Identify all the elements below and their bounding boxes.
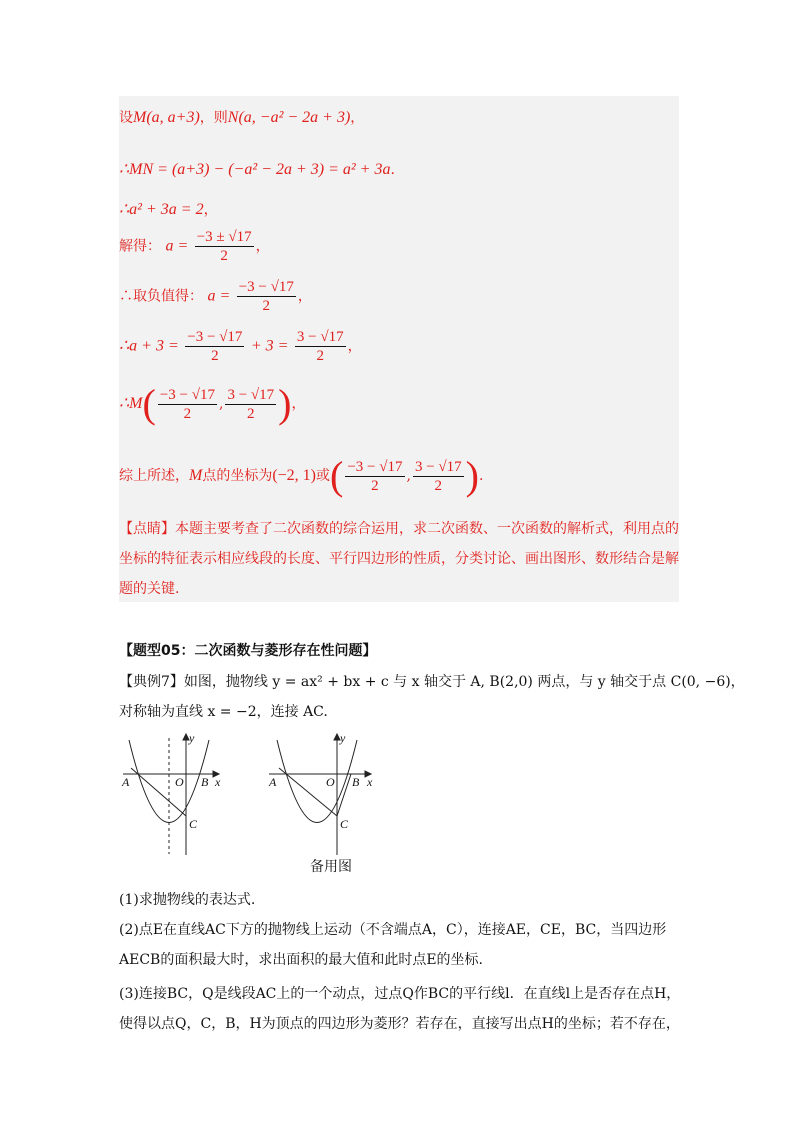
math: M(a, a+3) — [133, 109, 200, 126]
text: 综上所述， — [119, 468, 189, 484]
label-a: A — [122, 775, 130, 789]
math: + 3 = — [250, 337, 289, 355]
numerator: −3 − √17 — [238, 279, 294, 295]
text: ， — [255, 238, 270, 255]
solution-line-5 — [119, 278, 312, 315]
label-y: y — [189, 731, 195, 745]
label-o: O — [326, 775, 335, 789]
text: ，则 — [199, 110, 228, 126]
solution-box — [119, 96, 679, 602]
solution-line-6 — [119, 328, 362, 365]
numerator: 3 − √17 — [296, 329, 344, 345]
fraction — [413, 458, 464, 495]
question-3-line-1: (3)连接BC，Q是线段AC上的一个动点，过点Q作BC的平行线l．在直线l上是否存在点H， — [119, 986, 681, 1002]
math: N(a, −a² − 2a + 3) — [227, 109, 351, 126]
question-2-line-2: AECB的面积最大时，求出面积的最大值和此时点E的坐标. — [119, 952, 483, 968]
fraction — [158, 386, 217, 423]
text: 或 — [316, 468, 331, 484]
figure-main — [123, 734, 219, 855]
label-a: A — [269, 775, 277, 789]
text: . — [390, 162, 395, 178]
denominator: 2 — [211, 348, 219, 364]
text: . — [478, 468, 484, 484]
denominator: 2 — [434, 477, 443, 494]
fraction — [345, 458, 404, 495]
denominator: 2 — [247, 405, 255, 422]
figure-caption: 备用图 — [310, 859, 352, 875]
problem-intro-2: 对称轴为直线 x = −2，连接 AC. — [119, 704, 328, 720]
tip-paragraph: 【点睛】本题主要考查了二次函数的综合运用，求二次函数、一次函数的解析式，利用点的坐标的特征表示相应线段的长度、平行四边形的性质，分类讨论、画出图形、数形结合是解题的关键. — [119, 521, 679, 597]
solution-line-3 — [119, 200, 218, 220]
question-2-line-1: (2)点E在直线AC下方的抛物线上运动（不含端点A，C），连接AE，CE，BC，当四边形 — [119, 922, 667, 938]
fraction — [225, 386, 276, 423]
denominator: 2 — [183, 405, 192, 422]
numerator: 3 − √17 — [414, 458, 462, 475]
denominator: 2 — [262, 298, 271, 314]
paren-close: ) — [465, 453, 479, 498]
figure-backup — [269, 734, 371, 855]
fraction — [295, 328, 346, 365]
label-c: C — [340, 817, 349, 831]
text: ， — [203, 202, 218, 218]
question-3-line-2: 使得以点Q，C，B，H为顶点的四边形为菱形？若存在，直接写出点H的坐标；若不存在， — [119, 1016, 680, 1032]
parabola-curve — [277, 740, 357, 823]
numerator: 3 − √17 — [227, 386, 275, 403]
problem-intro-1: 【典例7】如图，抛物线 y = ax² + bx + c 与 x 轴交于 A, B(2,0) 两点，与 y 轴交于点 C(0, −6)， — [119, 674, 745, 690]
label-c: C — [189, 817, 198, 831]
denominator: 2 — [316, 348, 324, 364]
math: ∴a² + 3a = 2 — [119, 201, 204, 218]
solution-line-8: 综上所述，M点的坐标为(−2, 1)或( $\frac{-3 - √17}{2}$ , $\frac{3 - √17}{2}$ ). — [119, 453, 484, 498]
text: 设 — [119, 110, 133, 126]
math: ∴M — [119, 395, 143, 412]
label-o: O — [175, 775, 184, 789]
label-b: B — [352, 775, 360, 789]
question-1: (1)求抛物线的表达式. — [119, 892, 256, 908]
label-b: B — [201, 775, 209, 789]
math: a = — [165, 237, 189, 255]
text: ， — [297, 288, 312, 305]
math: (−2, 1) — [272, 467, 317, 484]
numerator: −3 ± √17 — [196, 229, 252, 245]
solution-line-2 — [119, 160, 395, 180]
math: ∴MN = (a+3) − (−a² − 2a + 3) = a² + 3a — [119, 161, 391, 178]
numerator: −3 − √17 — [159, 386, 215, 403]
solution-line-4 — [119, 228, 270, 265]
fraction — [185, 328, 244, 365]
fraction — [237, 278, 296, 315]
numerator: −3 − √17 — [187, 329, 243, 345]
math: M — [189, 467, 203, 484]
denominator: 2 — [220, 248, 228, 264]
fraction — [195, 228, 254, 265]
text: ， — [291, 396, 306, 412]
label-y: y — [340, 731, 346, 745]
section-title: 【题型05：二次函数与菱形存在性问题】 — [119, 643, 377, 659]
solution-line-7: ∴M( $\frac{-3 - √17}{2}$ , $\frac{3 - √17}{2}$ )， — [119, 381, 306, 426]
paren-open: ( — [330, 453, 344, 498]
text: 解得： — [119, 238, 161, 255]
label-x: x — [215, 775, 221, 789]
text: ∴取负值得： — [119, 288, 203, 305]
parabola-figures — [119, 730, 399, 880]
numerator: −3 − √17 — [347, 458, 403, 475]
paren-close: ) — [278, 381, 292, 426]
denominator: 2 — [371, 477, 379, 494]
math: ∴a + 3 = — [119, 337, 179, 355]
math: a = — [207, 287, 231, 305]
text: ， — [350, 110, 365, 126]
segment-bc — [337, 774, 351, 816]
paren-open: ( — [142, 381, 156, 426]
label-x: x — [367, 775, 373, 789]
text: ， — [347, 338, 362, 355]
solution-line-1 — [119, 108, 364, 128]
text: 点的坐标为 — [202, 468, 273, 484]
